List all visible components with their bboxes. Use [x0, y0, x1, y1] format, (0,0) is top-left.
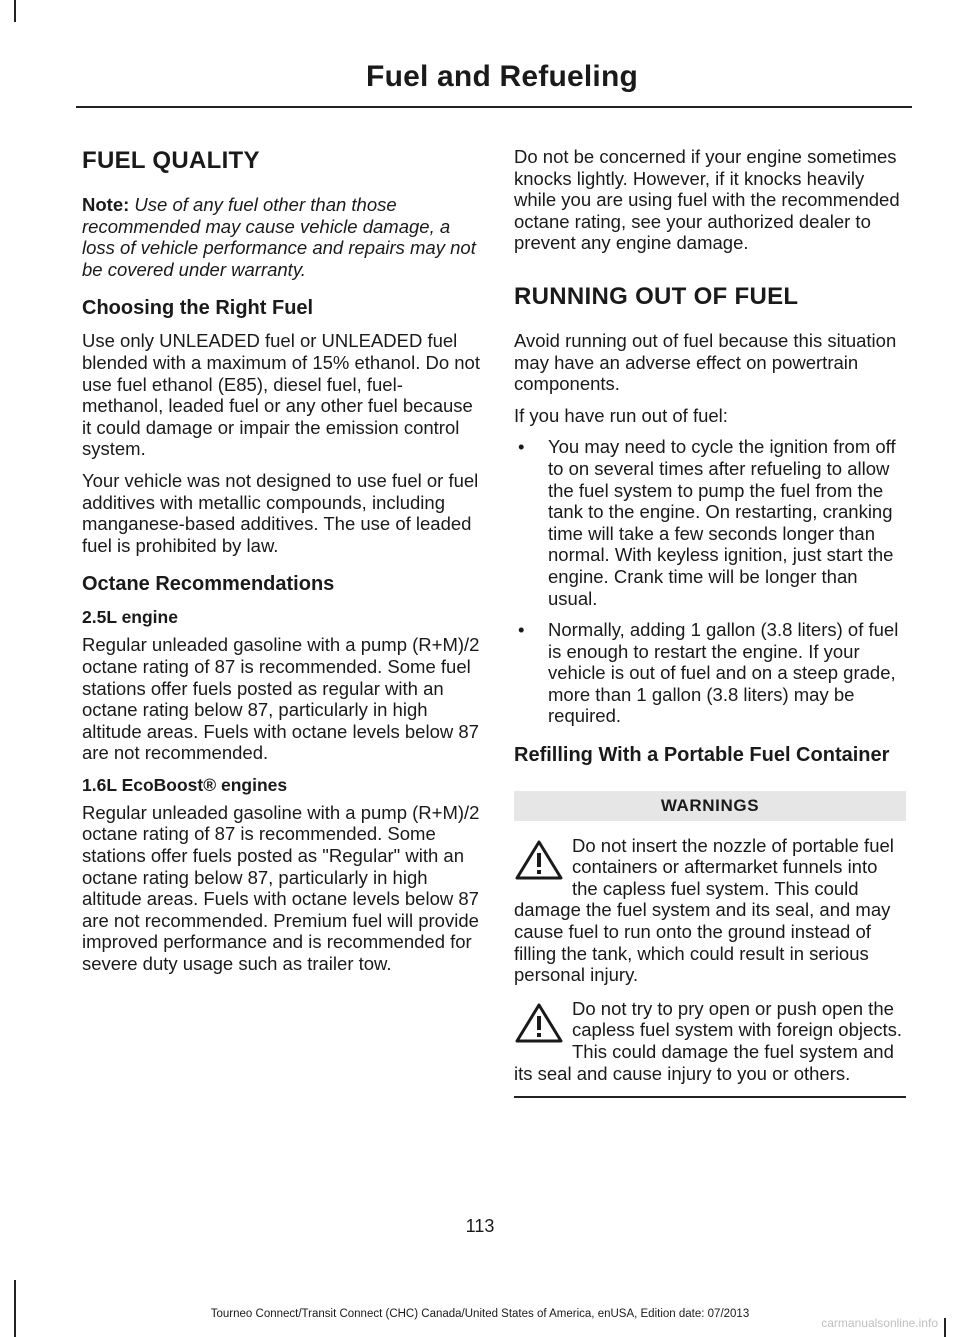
list-item: [514, 436, 906, 609]
crop-mark: [14, 0, 16, 22]
warning-triangle-icon: [514, 839, 564, 881]
subheading-refilling: Refilling With a Portable Fuel Container: [514, 744, 890, 767]
paragraph: Regular unleaded gasoline with a pump (R+M)/2 octane rating of 87 is recommended. Some stations offer fuels posted as "Regular" with an octane rating below 87, particularly in high altitude areas. Fuels with octane levels below 87 are not recommended. Premium fuel will provide improved performance and is recommended for severe duty usage such as trailer tow.: [82, 801, 480, 975]
list-item-text: You may need to cycle the ignition from off to on several times after refueling to allow the fuel system to pump the fuel from the tank to the engine. On restarting, cranking time will take a few seconds longer than normal. With keyless ignition, just start the engine. Crank time will be longer than usual.: [548, 436, 896, 609]
warnings-heading: WARNINGS: [514, 791, 906, 821]
note-paragraph: [82, 194, 482, 280]
bullet-marker: •: [518, 436, 525, 458]
list-item-text: Normally, adding 1 gallon (3.8 liters) of fuel is enough to restart the engine. If your vehicle is out of fuel and on a steep grade, more than 1 gallon (3.8 liters) may be required.: [548, 619, 899, 727]
warning-item: [514, 835, 906, 986]
paragraph: Regular unleaded gasoline with a pump (R+M)/2 octane rating of 87 is recommended. Some fuel stations offer fuels posted as regular with an octane rating below 87, particularly in high altitude areas. Fuels with octane levels below 87 are not recommended.: [82, 634, 480, 764]
page-header-title: Fuel and Refueling: [366, 60, 638, 93]
page-number: 113: [465, 1216, 495, 1236]
warning-text: Do not try to pry open or push open the capless fuel system with foreign objects. This could damage the fuel system and its seal and cause injury to you or others.: [514, 997, 903, 1084]
subheading-octane: Octane Recommendations: [82, 573, 335, 596]
warning-text: Do not insert the nozzle of portable fuel containers or aftermarket funnels into the capless fuel system. This could damage the fuel system and its seal, and may cause fuel to run onto the ground instead of filling the tank, which could result in serious personal injury.: [514, 834, 894, 986]
left-column: [82, 146, 482, 985]
right-column: [514, 146, 906, 1098]
warning-item: [514, 998, 906, 1084]
subheading-choosing-fuel: Choosing the Right Fuel: [82, 297, 314, 320]
warning-triangle-icon: [514, 1002, 564, 1044]
bullet-marker: •: [518, 619, 525, 641]
note-text: Use of any fuel other than those recommended may cause vehicle damage, a loss of vehicle performance and repairs may not be covered under warranty.: [82, 194, 476, 280]
heading-2-5l-engine: 2.5L engine: [82, 607, 178, 628]
bullet-list: [514, 436, 906, 727]
crop-mark: [944, 1318, 946, 1337]
list-item: [514, 619, 906, 727]
warnings-divider: [514, 1096, 906, 1098]
section-title-fuel-quality: FUEL QUALITY: [82, 147, 260, 174]
header-divider: [76, 106, 912, 108]
paragraph: Use only UNLEADED fuel or UNLEADED fuel blended with a maximum of 15% ethanol. Do not use fuel ethanol (E85), diesel fuel, fuel-methanol, leaded fuel or any other fuel because it could damage or impair the emission control system.: [82, 330, 480, 460]
paragraph: Do not be concerned if your engine sometimes knocks lightly. However, if it knocks heavily while you are using fuel with the recommended octane rating, see your authorized dealer to prevent any engine damage.: [514, 146, 900, 254]
paragraph: If you have run out of fuel:: [514, 404, 728, 426]
watermark: carmanualsonline.info: [821, 1316, 938, 1330]
note-label: Note:: [82, 194, 130, 215]
paragraph: Your vehicle was not designed to use fuel or fuel additives with metallic compounds, including manganese-based additives. The use of leaded fuel is prohibited by law.: [82, 469, 479, 556]
heading-1-6l-ecoboost: 1.6L EcoBoost® engines: [82, 774, 288, 795]
section-title-running-out: RUNNING OUT OF FUEL: [514, 282, 799, 310]
footer-edition: Tourneo Connect/Transit Connect (CHC) Canada/United States of America, enUSA, Edition date: 07/2013: [210, 1308, 750, 1320]
paragraph: Avoid running out of fuel because this situation may have an adverse effect on powertrain components.: [514, 329, 897, 395]
